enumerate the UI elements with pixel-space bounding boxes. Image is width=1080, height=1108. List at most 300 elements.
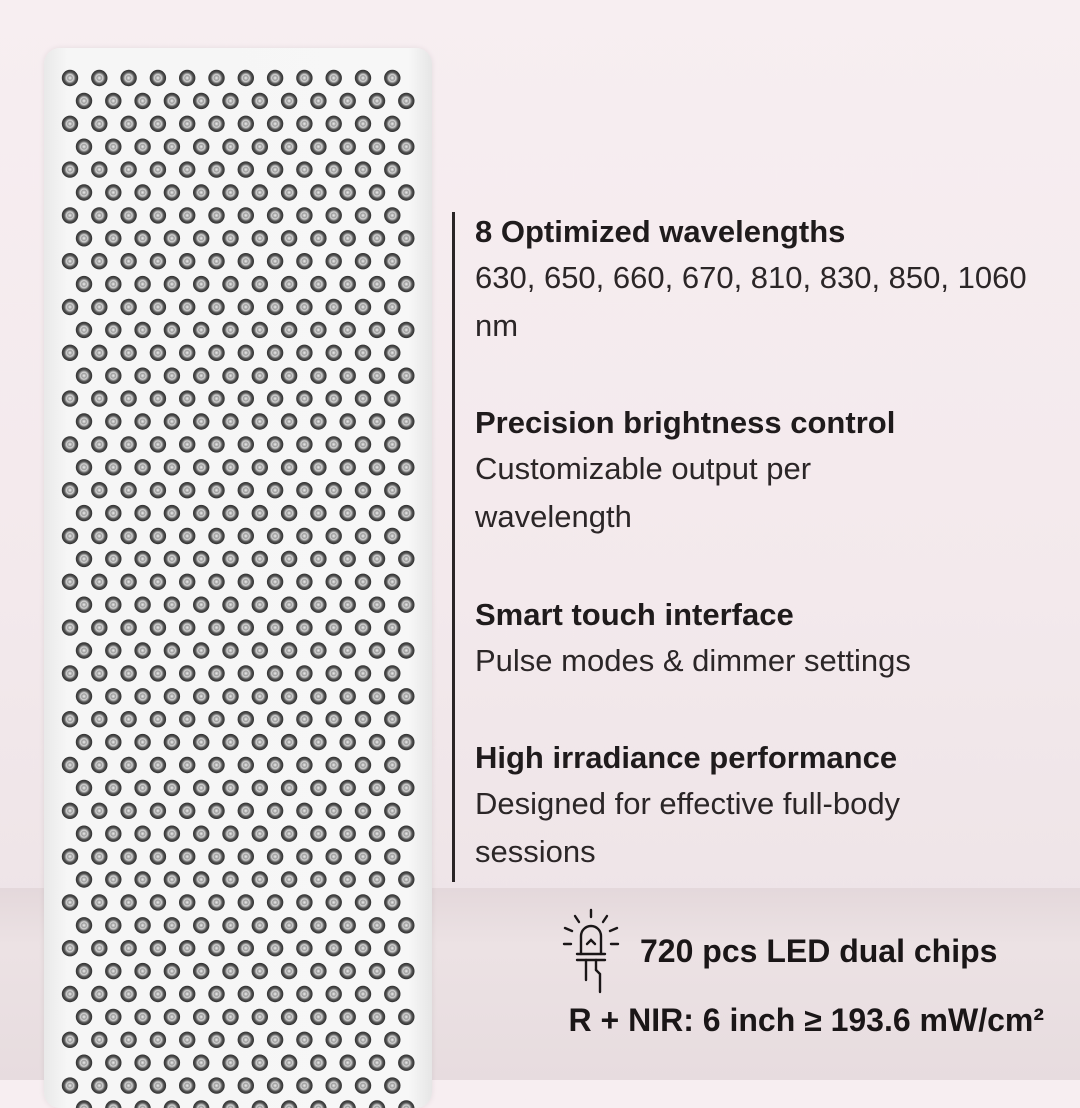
led-chip: [193, 1100, 209, 1108]
led-chip: [179, 986, 195, 1002]
led-chip: [179, 619, 195, 635]
led-chip: [134, 917, 150, 933]
led-array: [44, 48, 432, 1108]
led-chip: [150, 482, 166, 498]
led-chip: [150, 619, 166, 635]
led-chip: [62, 436, 78, 452]
led-chip: [134, 551, 150, 567]
led-chip: [310, 93, 326, 109]
led-chip: [326, 894, 342, 910]
led-chip: [398, 276, 414, 292]
led-chip: [76, 413, 92, 429]
led-chip: [164, 505, 180, 521]
led-chip: [150, 528, 166, 544]
led-chip: [384, 390, 400, 406]
led-chip: [179, 1032, 195, 1048]
led-chip: [179, 390, 195, 406]
led-chip: [369, 963, 385, 979]
led-chip: [91, 207, 107, 223]
led-chip: [164, 93, 180, 109]
led-chip: [208, 253, 224, 269]
led-chip: [193, 597, 209, 613]
led-chip: [193, 413, 209, 429]
led-chip: [384, 299, 400, 315]
led-chip: [355, 665, 371, 681]
led-chip: [369, 826, 385, 842]
led-chip: [208, 986, 224, 1002]
led-chip: [91, 619, 107, 635]
led-chip: [267, 299, 283, 315]
led-chip: [76, 826, 92, 842]
led-chip: [150, 345, 166, 361]
led-chip: [222, 963, 238, 979]
led-chip: [398, 139, 414, 155]
led-chip: [120, 1032, 136, 1048]
led-chip: [105, 1100, 121, 1108]
led-chip: [252, 413, 268, 429]
led-chip: [296, 986, 312, 1002]
led-chip: [76, 322, 92, 338]
led-chip: [398, 1100, 414, 1108]
led-chip: [296, 299, 312, 315]
led-chip: [164, 368, 180, 384]
led-chip: [120, 390, 136, 406]
led-chip: [164, 459, 180, 475]
led-chip: [62, 848, 78, 864]
led-chip: [398, 459, 414, 475]
led-chip: [310, 413, 326, 429]
led-chip: [340, 184, 356, 200]
led-chip: [252, 322, 268, 338]
led-chip: [310, 459, 326, 475]
led-chip: [281, 368, 297, 384]
led-chip: [91, 574, 107, 590]
led-chip: [398, 734, 414, 750]
led-chip: [164, 780, 180, 796]
led-chip: [252, 551, 268, 567]
led-chip: [384, 70, 400, 86]
led-chip: [150, 711, 166, 727]
led-chip: [369, 505, 385, 521]
led-chip: [384, 711, 400, 727]
led-chip: [222, 826, 238, 842]
led-chip: [326, 345, 342, 361]
led-chip: [62, 390, 78, 406]
led-chip: [91, 436, 107, 452]
led-chip: [91, 940, 107, 956]
led-chip: [267, 711, 283, 727]
led-chip: [164, 597, 180, 613]
led-chip: [238, 1032, 254, 1048]
led-chip: [267, 574, 283, 590]
led-chip: [193, 871, 209, 887]
led-chip: [281, 826, 297, 842]
vertical-divider: [452, 212, 455, 882]
led-chip: [76, 688, 92, 704]
led-chip: [252, 963, 268, 979]
irradiance-spec: R + NIR: 6 inch ≥ 193.6 mW/cm²: [568, 1002, 1044, 1038]
led-chip: [62, 757, 78, 773]
led-chip: [384, 894, 400, 910]
led-chip: [252, 230, 268, 246]
led-chip: [252, 505, 268, 521]
led-chip: [91, 390, 107, 406]
led-chip: [179, 757, 195, 773]
led-chip: [355, 619, 371, 635]
led-chip: [340, 459, 356, 475]
led-chip: [62, 161, 78, 177]
led-chip: [179, 940, 195, 956]
led-chip: [76, 93, 92, 109]
led-chip: [76, 230, 92, 246]
led-chip: [91, 253, 107, 269]
led-chip: [208, 894, 224, 910]
led-chip: [340, 597, 356, 613]
led-chip: [179, 894, 195, 910]
led-chip: [76, 1100, 92, 1108]
led-chip: [310, 184, 326, 200]
led-chip: [150, 803, 166, 819]
feature-brightness: [475, 401, 1055, 541]
led-chip: [281, 276, 297, 292]
led-chip: [355, 803, 371, 819]
led-chip: [281, 505, 297, 521]
led-chip: [355, 574, 371, 590]
led-chip: [120, 619, 136, 635]
led-chip: [164, 826, 180, 842]
led-chip: [310, 1055, 326, 1071]
led-chip: [62, 299, 78, 315]
led-chip: [105, 826, 121, 842]
led-chip: [310, 642, 326, 658]
led-chip: [369, 413, 385, 429]
led-chip: [355, 528, 371, 544]
led-chip: [164, 734, 180, 750]
led-chip: [398, 917, 414, 933]
led-chip: [62, 253, 78, 269]
led-chip: [134, 139, 150, 155]
led-chip: [310, 368, 326, 384]
led-chip: [384, 803, 400, 819]
led-chip: [340, 230, 356, 246]
led-chip: [62, 894, 78, 910]
led-chip: [105, 368, 121, 384]
led-chip: [326, 1032, 342, 1048]
led-chip: [62, 482, 78, 498]
led-chip: [134, 780, 150, 796]
led-chip: [193, 688, 209, 704]
led-chip: [76, 642, 92, 658]
led-chip: [134, 184, 150, 200]
led-chip: [296, 619, 312, 635]
led-chip: [252, 1009, 268, 1025]
led-chip: [193, 93, 209, 109]
led-chip: [369, 368, 385, 384]
led-chip: [369, 184, 385, 200]
led-chip: [134, 413, 150, 429]
led-chip: [150, 574, 166, 590]
led-chip: [76, 1009, 92, 1025]
led-chip: [296, 894, 312, 910]
led-chip: [150, 70, 166, 86]
led-chip: [238, 619, 254, 635]
led-chip: [281, 917, 297, 933]
feature-description: Pulse modes & dimmer settings: [475, 643, 911, 678]
led-chip: [369, 93, 385, 109]
led-chip: [267, 482, 283, 498]
led-chip: [267, 894, 283, 910]
led-chip: [134, 276, 150, 292]
led-chip: [76, 184, 92, 200]
led-chip: [326, 116, 342, 132]
led-chip: [150, 390, 166, 406]
led-chip: [62, 986, 78, 1002]
led-chip: [398, 368, 414, 384]
led-chip: [208, 345, 224, 361]
led-chip: [193, 322, 209, 338]
led-chip: [179, 253, 195, 269]
led-chip: [340, 322, 356, 338]
led-chip: [62, 528, 78, 544]
led-chip: [310, 230, 326, 246]
led-chip: [310, 276, 326, 292]
led-chip: [267, 528, 283, 544]
led-chip: [281, 597, 297, 613]
led-chip: [384, 574, 400, 590]
led-panel: [44, 48, 432, 1108]
feature-description: 630, 650, 660, 670, 810, 830, 850, 1060 nm: [475, 260, 1027, 343]
led-chip: [91, 299, 107, 315]
led-chip: [193, 826, 209, 842]
led-chip: [384, 345, 400, 361]
led-chip: [62, 345, 78, 361]
led-chip: [105, 1009, 121, 1025]
led-chip: [398, 780, 414, 796]
led-chip: [120, 528, 136, 544]
led-chip: [238, 390, 254, 406]
led-chip: [355, 161, 371, 177]
led-chip: [267, 345, 283, 361]
led-chip: [120, 482, 136, 498]
led-chip: [164, 917, 180, 933]
led-chip: [252, 276, 268, 292]
led-chip: [238, 711, 254, 727]
led-chip: [150, 299, 166, 315]
led-chip: [398, 1055, 414, 1071]
led-chip: [369, 551, 385, 567]
led-chip: [310, 688, 326, 704]
led-chip: [398, 642, 414, 658]
led-chip: [398, 551, 414, 567]
led-chip: [134, 688, 150, 704]
led-chip: [238, 757, 254, 773]
led-chip: [369, 780, 385, 796]
led-chip: [281, 963, 297, 979]
led-chip: [105, 917, 121, 933]
led-chip: [208, 161, 224, 177]
led-chip: [384, 940, 400, 956]
led-chip: [120, 161, 136, 177]
led-chip: [252, 368, 268, 384]
led-chip: [62, 207, 78, 223]
led-chip: [134, 1009, 150, 1025]
led-chip: [238, 161, 254, 177]
led-chip: [150, 986, 166, 1002]
led-chip: [105, 963, 121, 979]
led-chip: [76, 597, 92, 613]
led-chip: [150, 436, 166, 452]
led-chip: [120, 711, 136, 727]
led-chip: [120, 574, 136, 590]
led-chip: [384, 619, 400, 635]
led-chip: [222, 230, 238, 246]
led-chip: [105, 597, 121, 613]
led-chip-spec: [560, 908, 997, 994]
led-chip: [76, 780, 92, 796]
led-chip: [208, 207, 224, 223]
led-chip: [296, 70, 312, 86]
led-chip: [134, 871, 150, 887]
led-chip: [120, 345, 136, 361]
led-chip: [208, 436, 224, 452]
led-chip: [76, 963, 92, 979]
led-chip: [355, 390, 371, 406]
led-chip: [238, 574, 254, 590]
led-chip: [369, 459, 385, 475]
led-chip: [267, 70, 283, 86]
led-chip: [398, 1009, 414, 1025]
led-chip: [208, 803, 224, 819]
led-chip: [238, 207, 254, 223]
led-chip: [179, 665, 195, 681]
led-chip: [252, 826, 268, 842]
led-chip: [369, 1009, 385, 1025]
led-chip: [62, 116, 78, 132]
led-chip: [164, 642, 180, 658]
led-chip: [369, 1100, 385, 1108]
led-chip: [340, 276, 356, 292]
led-chip: [179, 70, 195, 86]
led-chip: [238, 436, 254, 452]
led-chip: [222, 688, 238, 704]
led-chip: [281, 642, 297, 658]
led-chip: [281, 871, 297, 887]
led-chip: [340, 93, 356, 109]
led-chip: [369, 871, 385, 887]
led-chip: [252, 734, 268, 750]
led-chip: [310, 871, 326, 887]
led-chip: [281, 551, 297, 567]
led-chip: [355, 116, 371, 132]
led-chip: [62, 711, 78, 727]
led-chip: [91, 986, 107, 1002]
led-chip: [105, 551, 121, 567]
led-chip: [62, 1032, 78, 1048]
led-chip: [369, 230, 385, 246]
led-chip: [310, 1009, 326, 1025]
led-chip: [222, 93, 238, 109]
led-chip: [252, 780, 268, 796]
led-chip: [134, 93, 150, 109]
led-chip: [252, 93, 268, 109]
led-chip: [222, 1100, 238, 1108]
led-chip: [164, 688, 180, 704]
led-chip: [355, 70, 371, 86]
led-chip: [91, 803, 107, 819]
led-chip: [120, 757, 136, 773]
led-chip: [340, 871, 356, 887]
led-chip: [164, 184, 180, 200]
led-chip: [296, 528, 312, 544]
led-chip: [238, 345, 254, 361]
led-chip: [398, 505, 414, 521]
led-chip: [179, 528, 195, 544]
feature-description: Customizable output per wavelength: [475, 451, 812, 534]
led-chip: [384, 161, 400, 177]
led-chip: [398, 93, 414, 109]
led-chip: [310, 139, 326, 155]
led-chip: [134, 963, 150, 979]
led-chip: [398, 413, 414, 429]
led-chip: [179, 848, 195, 864]
led-chip: [91, 161, 107, 177]
feature-title: High irradiance performance: [475, 740, 898, 775]
led-chip: [369, 642, 385, 658]
led-chip: [91, 757, 107, 773]
led-chip: [134, 322, 150, 338]
led-chip: [208, 70, 224, 86]
led-chip: [105, 322, 121, 338]
led-chip: [252, 1055, 268, 1071]
led-chip: [369, 276, 385, 292]
led-chip: [267, 619, 283, 635]
led-chip: [105, 1055, 121, 1071]
led-chip: [62, 619, 78, 635]
led-chip: [238, 940, 254, 956]
led-chip: [281, 230, 297, 246]
led-chip: [62, 665, 78, 681]
led-chip: [222, 780, 238, 796]
led-chip: [398, 184, 414, 200]
led-chip: [238, 986, 254, 1002]
feature-description: Designed for effective full-body sessions: [475, 786, 901, 869]
led-chip: [222, 459, 238, 475]
feature-title: 8 Optimized wavelengths: [475, 214, 846, 249]
led-chip: [340, 505, 356, 521]
led-chip: [296, 1032, 312, 1048]
led-chip: [384, 986, 400, 1002]
led-chip: [326, 803, 342, 819]
led-chip: [193, 1055, 209, 1071]
led-chip: [208, 1032, 224, 1048]
led-chip: [150, 116, 166, 132]
led-chip: [384, 665, 400, 681]
led-chip: [179, 116, 195, 132]
led-chip: [326, 757, 342, 773]
led-chip: [310, 963, 326, 979]
led-chip: [296, 436, 312, 452]
led-chip: [134, 368, 150, 384]
led-chip: [238, 894, 254, 910]
led-chip: [310, 322, 326, 338]
led-chip: [208, 116, 224, 132]
led-chip: [355, 345, 371, 361]
led-chip: [238, 253, 254, 269]
led-chip: [150, 757, 166, 773]
led-chip: [281, 1009, 297, 1025]
led-chip: [179, 299, 195, 315]
led-chip: [91, 665, 107, 681]
